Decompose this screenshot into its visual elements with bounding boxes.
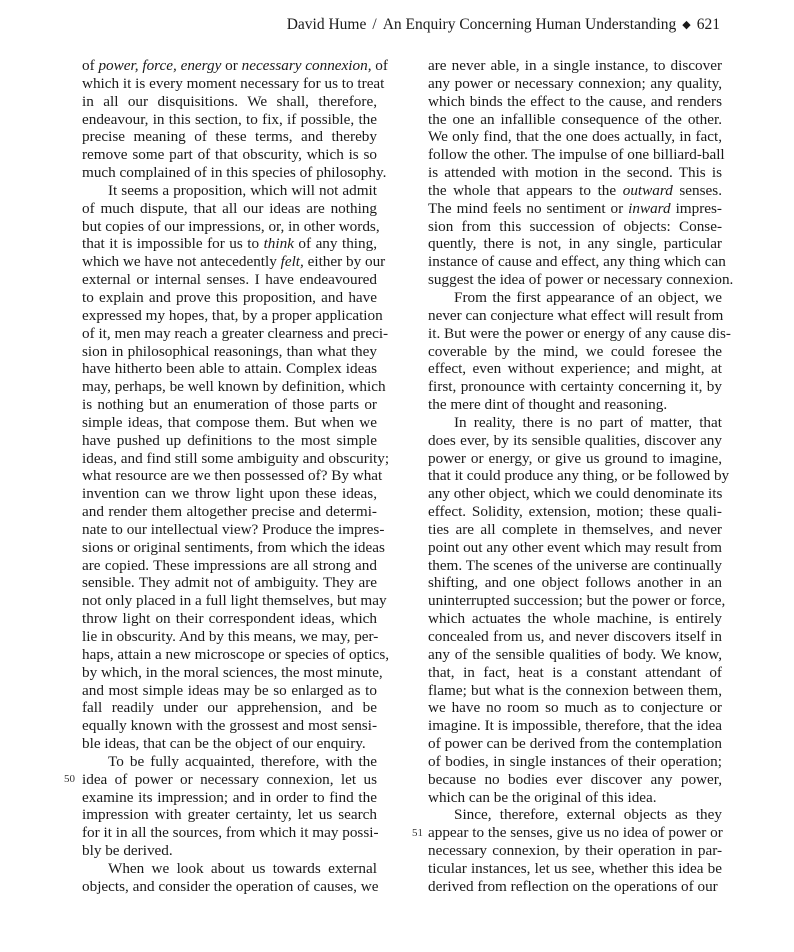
text-line: We only find, that the one does actually, in fact, [428,128,722,146]
text-line: bly be derived. [82,842,173,860]
text-line: them. The scenes of the universe are continually [428,556,722,574]
text-line: and most simple ideas may be so enlarged as to [82,681,377,699]
text-line: impression with greater certainty, let us search [82,806,377,824]
text-line: derived from reflection on the operations of our [428,877,718,895]
text-line: of much dispute, that all our ideas are nothing [82,199,377,217]
text-line: idea of power or necessary connexion, let us [82,770,377,788]
text-line: From the first appearance of an object, we [454,288,722,306]
text-line: sensible. They admit not of ambiguity. They are [82,574,377,592]
text-line: simple ideas, that compose them. But when we [82,413,377,431]
text-line: appear to the senses, give us no idea of power or [428,824,723,842]
text-line: are copied. These impressions are all strong and [82,556,377,574]
text-line: have pushed up definitions to the most simple [82,431,377,449]
text-line: because no bodies ever discover any power, [428,770,722,788]
text-line: of power, force, energy or necessary connexion, of [82,57,388,74]
text-line: that it is impossible for us to think of any thing, [82,235,377,253]
text-line: haps, attain a new microscope or species of optics, [82,645,390,663]
text-line: not only placed in a full light themselves, but may [82,592,387,610]
text-line: any other object, which we could denominate its [428,485,723,503]
right-column [428,57,734,896]
text-line: equally known with the grossest and most sensi- [82,717,377,735]
text-line: which binds the effect to the cause, and renders [428,92,722,110]
text-line: nate to our intellectual view? Produce the impres- [82,520,385,538]
diamond-ornament-icon: ◆ [682,19,691,31]
text-line: that it could produce any thing, or be followed by [428,467,730,485]
text-line: precise meaning of these terms, and thereby [82,128,377,146]
text-line: throw light on their correspondent ideas, which [82,610,377,628]
text-line: by which, in the moral sciences, the most minute, [82,663,383,681]
text-line: coverable by the mind, we could foresee the [428,342,722,360]
text-line: any of the sensible qualities of body. We know, [428,645,722,663]
text-line: ticular instances, let us see, whether this idea be [428,859,722,877]
text-line: much complained of in this species of philosophy. [82,164,387,182]
text-line: effect. Solidity, extension, motion; these quali- [428,503,722,521]
text-line: which actuates the whole machine, is entirely [428,610,722,628]
text-line: any power or necessary connexion; any quality, [428,74,722,92]
header-separator: / [372,16,377,33]
text-line: sion in philosophical reasonings, than what they [82,342,377,360]
text-line: effect, even without experience; and might, at [428,360,722,378]
text-line: quently, there is not, in any single, particular [428,235,722,253]
text-line: instance of cause and effect, any thing which can [428,253,726,271]
text-line: When we look about us towards external [108,859,377,877]
text-line: external or internal senses. I have endeavoured [82,271,377,289]
text-line: that, in fact, heat is a constant attendant of [428,663,722,681]
text-line: ble ideas, that can be the object of our enquiry. [82,735,366,753]
text-line: expressed my hopes, that, by a proper application [82,306,383,324]
text-line: point out any other event which may result from [428,538,722,556]
text-line: is attended with motion in the second. This is [428,164,722,182]
text-line: remove some part of that obscurity, which is so [82,146,377,164]
text-line: power or energy, or give us ground to imagine, [428,449,722,467]
text-line: which can be the original of this idea. [428,788,657,806]
text-line: to explain and prove this proposition, and have [82,288,377,306]
text-line: the one an infallible consequence of the other. [428,110,722,128]
text-line: The mind feels no sentiment or inward impres- [428,199,722,217]
text-line: shifting, and one object follows another in an [428,574,722,592]
text-line: follow the other. The impulse of one billiard-ball [428,146,725,164]
text-line: are never able, in a single instance, to discover [428,57,722,74]
text-line: have hitherto been able to attain. Complex ideas [82,360,377,378]
text-line: of it, men may reach a greater clearness and preci- [82,324,389,342]
text-line: fall readily under our apprehension, and be [82,699,377,717]
text-line: of bodies, in single instances of their operation; [428,752,722,770]
text-line: uninterrupted succession; but the power or force, [428,592,726,610]
text-line: may, perhaps, be well known by definition, which [82,378,386,396]
text-line: examine its impression; and in order to find the [82,788,377,806]
text-line: necessary connexion, by their operation in par- [428,842,722,860]
text-line: the mere dint of thought and reasoning. [428,396,668,414]
text-line: imagine. It is impossible, therefore, that the idea [428,717,722,735]
text-line: the whole that appears to the outward senses. [428,181,722,199]
text-line: which we have not antecedently felt, either by our [82,253,386,271]
text-line: invention can we throw light upon these ideas, [82,485,377,503]
text-line: lie in obscurity. And by this means, we may, per- [82,628,379,645]
text-line: sions or original sentiments, from which the ideas [82,538,385,556]
text-line: we have no room so much as to conjecture or [428,699,722,717]
text-line: flame; but what is the connexion between them, [428,681,722,699]
header-title: An Enquiry Concerning Human Understanding [382,16,677,33]
text-line: which it is every moment necessary for us to treat [82,74,385,92]
margin-number-left: 50 [64,773,75,786]
text-line: ideas, and find still some ambiguity and obscurity; [82,449,390,467]
header-author: David Hume [286,16,367,33]
text-line: objects, and consider the operation of causes, we [82,877,379,895]
page-number: 621 [696,16,720,33]
text-line: is nothing but an enumeration of those parts or [82,396,377,414]
left-column [82,57,390,896]
text-line: but copies of our impressions, or, in other words, [82,217,380,235]
text-line: ties are all complete in themselves, and never [428,520,722,538]
text-line: it. But were the power or energy of any cause dis- [428,324,731,342]
text-line: concealed from us, and never discovers itself in [428,628,722,645]
text-line: and render them altogether precise and determi- [82,503,377,521]
text-line: endeavour, in this section, to fix, if possible, the [82,110,377,128]
text-line: of power can be derived from the contemplation [428,735,722,753]
text-line: does ever, by its sensible qualities, discover any [428,431,722,449]
text-line: never can conjecture what effect will result from [428,306,724,324]
text-line: In reality, there is no part of matter, that [454,413,722,431]
text-line: It seems a proposition, which will not admit [108,181,377,199]
text-line: first, pronounce with certainty concerning it, by [428,378,722,396]
text-line: for it in all the sources, from which it may possi- [82,824,379,842]
text-line: suggest the idea of power or necessary connexion. [428,271,734,289]
text-line: Since, therefore, external objects as they [454,806,722,824]
running-header [287,16,720,34]
text-line: in all our disquisitions. We shall, therefore, [82,92,377,110]
text-line: To be fully acquainted, therefore, with the [108,752,377,770]
text-line: what resource are we then possessed of? By what [82,467,383,485]
text-line: sion from this succession of objects: Conse- [428,217,722,235]
margin-number-right: 51 [412,827,423,839]
